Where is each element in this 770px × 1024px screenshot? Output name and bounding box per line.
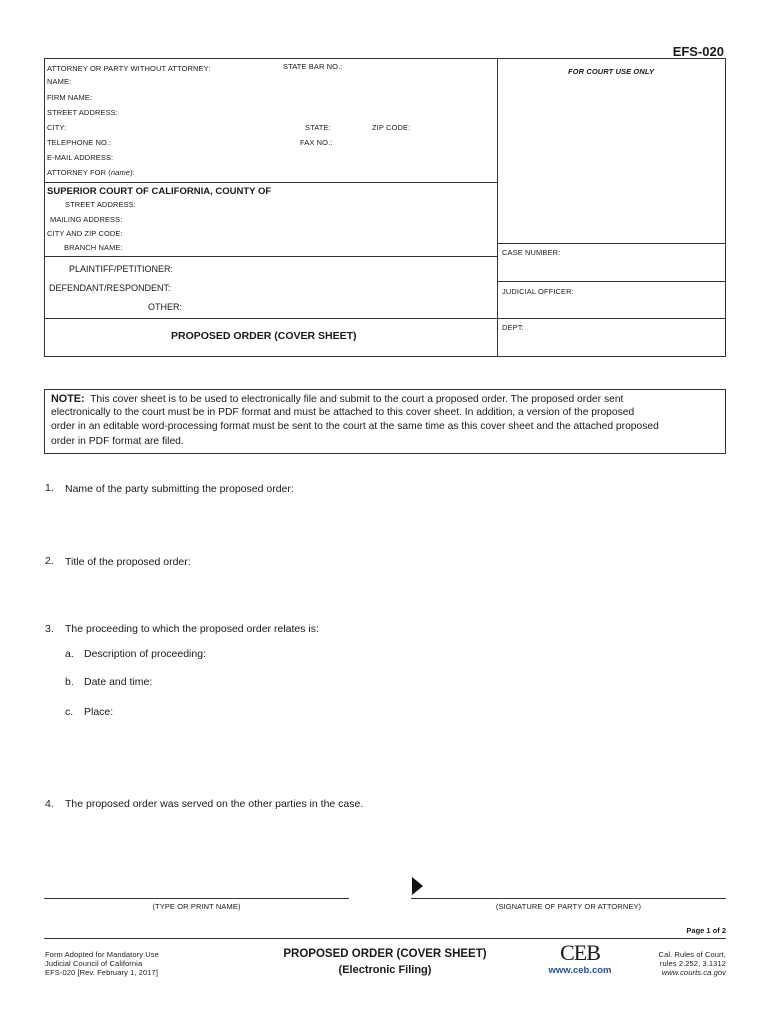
telephone-field[interactable]: TELEPHONE NO.:: [47, 138, 112, 147]
city-field[interactable]: CITY:: [47, 123, 67, 132]
adopted-line-1: Form Adopted for Mandatory Use: [45, 950, 159, 959]
courts-link[interactable]: www.courts.ca.gov: [661, 968, 726, 977]
court-mailing-field[interactable]: MAILING ADDRESS:: [50, 215, 123, 224]
court-divider: [44, 256, 497, 257]
note-line-1: [51, 393, 623, 405]
state-field[interactable]: STATE:: [305, 123, 331, 132]
case-number-divider: [497, 243, 726, 244]
signature-arrow-icon: [411, 876, 425, 896]
signature-label: (SIGNATURE OF PARTY OR ATTORNEY): [495, 902, 642, 911]
item-4-number: 4.: [45, 798, 54, 810]
item-3-number: 3.: [45, 623, 54, 635]
adopted-line-3: EFS-020 [Rev. February 1, 2017]: [45, 968, 159, 977]
adopted-line-2: Judicial Council of California: [45, 959, 143, 968]
fax-field[interactable]: FAX NO.:: [300, 138, 333, 147]
caption-title: PROPOSED ORDER (COVER SHEET): [171, 330, 357, 342]
judicial-divider: [497, 281, 726, 282]
footer-subtitle: (Electronic Filing): [338, 964, 432, 976]
item-3-proceeding: The proceeding to which the proposed order relates is:: [65, 623, 319, 635]
attorney-divider: [44, 182, 497, 183]
note-line-3: order in an editable word-processing format must be sent to the court at the same time as this cover sheet and the attached proposed: [51, 421, 659, 432]
street-address-field[interactable]: STREET ADDRESS:: [47, 108, 118, 117]
subitem-b-date-time[interactable]: Date and time:: [84, 676, 153, 688]
item-4-served: The proposed order was served on the other parties in the case.: [65, 798, 364, 810]
signature-line[interactable]: [411, 898, 726, 899]
court-street-field[interactable]: STREET ADDRESS:: [65, 200, 136, 209]
email-field[interactable]: E-MAIL ADDRESS:: [47, 153, 114, 162]
zip-code-field[interactable]: ZIP CODE:: [372, 123, 411, 132]
firm-name-field[interactable]: FIRM NAME:: [47, 93, 93, 102]
note-line-2: electronically to the court must be in PDF format and must be attached to this cover sheet. In addition, a version of the proposed: [51, 407, 635, 418]
court-city-zip-field[interactable]: CITY AND ZIP CODE:: [47, 229, 123, 238]
subitem-c-place[interactable]: Place:: [84, 706, 114, 718]
attorney-for-close: ):: [130, 168, 135, 177]
parties-divider: [44, 318, 726, 319]
judicial-officer-field[interactable]: JUDICIAL OFFICER:: [502, 287, 574, 296]
footer-divider: [44, 938, 726, 939]
attorney-for-field[interactable]: [47, 168, 135, 177]
item-1-number: 1.: [45, 482, 54, 494]
subitem-c-letter: c.: [65, 706, 74, 718]
rules-line-2: rules 2.252, 3.1312: [659, 959, 726, 968]
item-2-order-title[interactable]: Title of the proposed order:: [65, 556, 191, 568]
ceb-link[interactable]: www.ceb.com: [548, 965, 612, 976]
attorney-label: ATTORNEY OR PARTY WITHOUT ATTORNEY:: [47, 64, 211, 73]
caption-divider: [497, 58, 498, 357]
attorney-for-name: name: [110, 168, 131, 177]
attorney-for-label: ATTORNEY FOR (: [47, 168, 111, 177]
item-1-party-name[interactable]: Name of the party submitting the proposed order:: [65, 483, 294, 495]
subitem-a-description[interactable]: Description of proceeding:: [84, 648, 206, 660]
page-number: Page 1 of 2: [686, 926, 726, 935]
court-branch-field[interactable]: BRANCH NAME:: [64, 243, 123, 252]
court-title: SUPERIOR COURT OF CALIFORNIA, COUNTY OF: [47, 186, 272, 197]
dept-field[interactable]: DEPT:: [502, 323, 524, 332]
print-name-line[interactable]: [44, 898, 349, 899]
plaintiff-field[interactable]: PLAINTIFF/PETITIONER:: [69, 264, 174, 274]
rules-line-1: Cal. Rules of Court,: [658, 950, 726, 959]
note-line-4: order in PDF format are filed.: [51, 436, 184, 447]
subitem-a-letter: a.: [65, 648, 74, 660]
defendant-field[interactable]: DEFENDANT/RESPONDENT:: [49, 283, 171, 293]
court-use-label: FOR COURT USE ONLY: [568, 67, 655, 76]
other-field[interactable]: OTHER:: [148, 302, 183, 312]
name-field[interactable]: NAME:: [47, 77, 72, 86]
ceb-logo: CEB: [560, 940, 600, 965]
form-id: EFS-020: [672, 44, 724, 59]
state-bar-label: STATE BAR NO.:: [283, 62, 343, 71]
subitem-b-letter: b.: [65, 676, 74, 688]
print-name-label: (TYPE OR PRINT NAME): [152, 902, 241, 911]
caption-box: [44, 58, 726, 357]
note-label: NOTE:: [51, 393, 85, 405]
case-number-field[interactable]: CASE NUMBER:: [502, 248, 561, 257]
footer-title: PROPOSED ORDER (COVER SHEET): [283, 948, 487, 960]
note-text-1: This cover sheet is to be used to electronically file and submit to the court a proposed order. The proposed order sent: [90, 394, 624, 405]
item-2-number: 2.: [45, 555, 54, 567]
